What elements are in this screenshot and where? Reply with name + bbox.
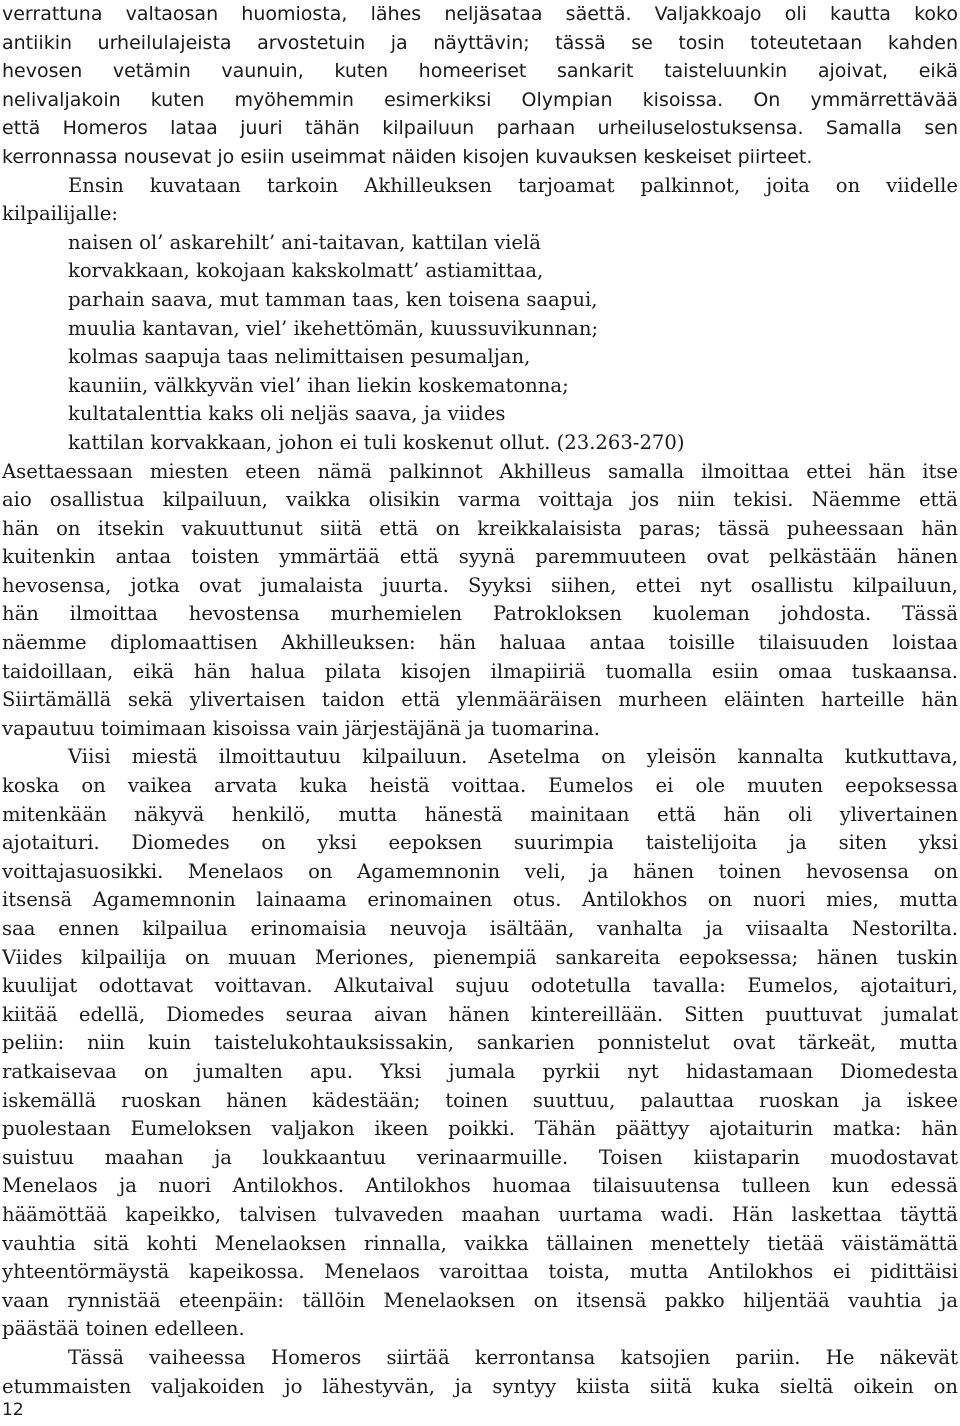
text-line: Siirtämällä sekä ylivertaisen taidon että ylenmääräisen murheen eläinten harteille hän bbox=[2, 688, 958, 712]
paragraph-achilles bbox=[2, 458, 958, 744]
document-page bbox=[2, 0, 958, 1401]
text-line: kilpailijalle: bbox=[2, 202, 118, 226]
text-line: itsensä Agamemnonin lainaama erinomainen otus. Antilokhos on nuori mies, mutta bbox=[2, 888, 958, 912]
verse-line: parhain saava, mut tamman taas, ken toisena saapui, bbox=[68, 287, 598, 311]
text-line: hevosen vetämin vaunuin, kuten homeeriset sankarit taisteluunkin ajoivat, eikä bbox=[2, 60, 958, 83]
paragraph-prizes bbox=[2, 172, 958, 229]
text-line: antiikin urheilulajeista arvostetuin ja näyttävin; tässä se tosin toteutetaan kahden bbox=[2, 31, 958, 54]
text-line: aio osallistua kilpailuun, vaikka olisikin varma voittaja jos niin tekisi. Näemme että bbox=[2, 488, 958, 512]
text-line: voittajasuosikki. Menelaos on Agamemnonin veli, ja hänen toinen hevosensa on bbox=[2, 859, 958, 883]
verse-line: kultatalenttia kaks oli neljäs saava, ja viides bbox=[68, 402, 506, 426]
text-line: saa ennen kilpailua erinomaisia neuvoja isältään, vanhalta ja viisaalta Nestorilta. bbox=[2, 917, 958, 940]
text-line: hän ilmoittaa hevostensa murhemielen Patrokloksen kuoleman johdosta. Tässä bbox=[2, 602, 958, 626]
text-line: häämöttää kapeikko, talvisen tulvaveden maahan uurtama wadi. Hän laskettaa täyttä bbox=[2, 1202, 958, 1226]
text-line: puolestaan Eumeloksen valjakon ikeen poikki. Tähän päättyy ajotaiturin matka: hän bbox=[2, 1117, 958, 1141]
text-line: vaan rynnistää eteenpäin: tällöin Menelaoksen on itsensä pakko hiljentää vauhtia ja bbox=[2, 1288, 958, 1312]
paragraph-intro bbox=[2, 0, 958, 172]
page-number: 12 bbox=[2, 1400, 24, 1420]
text-line: Menelaos ja nuori Antilokhos. Antilokhos huomaa tilaisuutensa tulleen kun edessä bbox=[2, 1174, 958, 1198]
text-line: kiitää edellä, Diomedes seuraa aivan hänen kintereillään. Sitten puuttuvat jumalat bbox=[2, 1002, 958, 1026]
paragraph-spectators bbox=[2, 1344, 958, 1401]
verse-line: kauniin, välkkyvän viel’ ihan liekin koskematonna; bbox=[68, 373, 569, 397]
verse-line: korvakkaan, kokojaan kakskolmatt’ astiamittaa, bbox=[68, 259, 544, 283]
verse-line: naisen ol’ askarehilt’ ani-taitavan, kattilan vielä bbox=[68, 230, 541, 254]
text-line: vapautuu toimimaan kisoissa vain järjestäjänä ja tuomarina. bbox=[2, 716, 601, 740]
text-line: Asettaessaan miesten eteen nämä palkinnot Akhilleus samalla ilmoittaa ettei hän itse bbox=[2, 459, 958, 483]
text-line: yhteentörmäystä kapeikossa. Menelaos varoittaa toista, mutta Antilokhos ei pidittäisi bbox=[2, 1260, 958, 1284]
verse-line: muulia kantavan, viel’ ikehettömän, kuussuvikunnan; bbox=[68, 316, 599, 340]
text-line: kuulijat odottavat voittavan. Alkutaival sujuu odotetulla tavalla: Eumelos, ajotaituri, bbox=[2, 974, 958, 998]
text-line: Tässä vaiheessa Homeros siirtää kerrontansa katsojien pariin. He näkevät bbox=[68, 1345, 958, 1369]
text-line: näemme diplomaattisen Akhilleuksen: hän haluaa antaa toisille tilaisuuden loistaa bbox=[2, 631, 958, 655]
text-line: koska on vaikea arvata kuka heistä voittaa. Eumelos ei ole muuten eepoksessa bbox=[2, 774, 958, 798]
text-line: että Homeros lataa juuri tähän kilpailuun parhaan urheiluselostuksensa. Samalla sen bbox=[2, 117, 958, 140]
verse-line: kolmas saapuja taas nelimittaisen pesumaljan, bbox=[68, 345, 531, 369]
text-line: ajotaituri. Diomedes on yksi eepoksen suurimpia taistelijoita ja siten yksi bbox=[2, 831, 958, 855]
text-line: kerronnassa nousevat jo esiin useimmat näiden kisojen kuvauksen keskeiset piirteet. bbox=[2, 145, 813, 168]
text-line: vauhtia sitä kohti Menelaoksen rinnalla, vaikka tällainen menettely tietää väistämättä bbox=[2, 1231, 958, 1255]
text-line: ratkaisevaa on jumalten apu. Yksi jumala pyrkii nyt hidastamaan Diomedesta bbox=[2, 1059, 958, 1083]
text-line: taidoillaan, eikä hän halua pilata kisojen ilmapiiriä tuomalla esiin omaa tuskaansa. bbox=[2, 659, 958, 683]
text-line: etummaisten valjakoiden jo lähestyvän, ja syntyy kiista siitä kuka sieltä oikein on bbox=[2, 1374, 958, 1398]
text-line: suistuu maahan ja loukkaantuu verinaarmuille. Toisen kiistaparin muodostavat bbox=[2, 1145, 958, 1169]
text-line: verrattuna valtaosan huomiosta, lähes neljäsataa säettä. Valjakkoajo oli kautta koko bbox=[2, 3, 958, 25]
verse-line: kattilan korvakkaan, johon ei tuli koskenut ollut. (23.263-270) bbox=[68, 430, 685, 454]
text-line: kuitenkin antaa toisten ymmärtää että syynä paremmuuteen ovat pelkästään hänen bbox=[2, 545, 958, 569]
paragraph-race bbox=[2, 743, 958, 1343]
text-line: Ensin kuvataan tarkoin Akhilleuksen tarjoamat palkinnot, joita on viidelle bbox=[68, 173, 958, 197]
text-line: peliin: niin kuin taistelukohtauksissakin, sankarien ponnistelut ovat tärkeät, mutta bbox=[2, 1031, 958, 1055]
text-line: päästää toinen edelleen. bbox=[2, 1317, 245, 1341]
text-line: hevosensa, jotka ovat jumalaista juurta. Syyksi siihen, ettei nyt osallistu kilpailuun, bbox=[2, 573, 958, 597]
text-line: nelivaljakoin kuten myöhemmin esimerkiksi Olympian kisoissa. On ymmärrettävää bbox=[2, 88, 958, 111]
text-line: iskemällä ruoskan hänen kädestään; toinen suuttuu, palauttaa ruoskan ja iskee bbox=[2, 1088, 958, 1112]
text-line: mitenkään näkyvä henkilö, mutta hänestä mainitaan että hän oli ylivertainen bbox=[2, 802, 958, 826]
text-line: hän on itsekin vakuuttunut siitä että on kreikkalaisista paras; tässä puheessaan hän bbox=[2, 516, 958, 540]
verse-quotation bbox=[2, 229, 958, 458]
text-line: Viisi miestä ilmoittautuu kilpailuun. Asetelma on yleisön kannalta kutkuttava, bbox=[68, 745, 958, 769]
text-line: Viides kilpailija on muuan Meriones, pienempiä sankareita eepoksessa; hänen tuskin bbox=[2, 945, 958, 969]
